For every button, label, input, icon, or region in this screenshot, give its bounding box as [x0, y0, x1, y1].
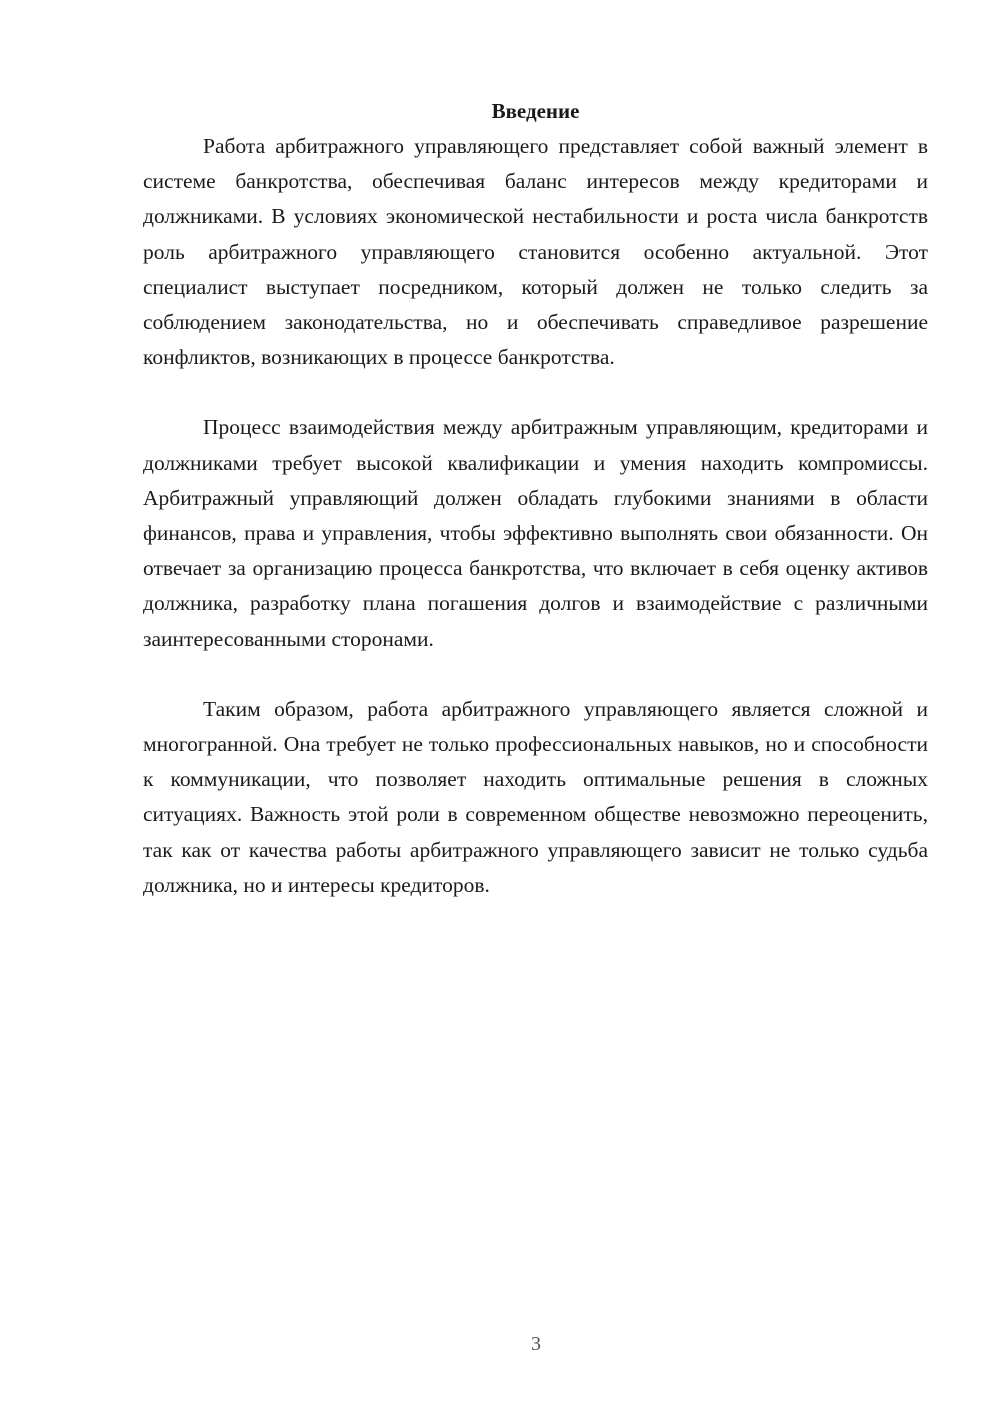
paragraph-1: Работа арбитражного управляющего представляет собой важный элемент в системе банкротства, обеспечивая баланс интересов между кредиторами и должниками. В условиях экономической нестабильности и роста числа банкротств роль арбитражного управляющего становится особенно актуальной. Этот специалист выступает посредником, который должен не только следить за соблюдением законодательства, но и обеспечивать справедливое разрешение конфликтов, возникающих в процессе банкротства.: [143, 134, 928, 370]
section-heading: Введение: [491, 99, 580, 123]
page-content: [143, 94, 928, 903]
paragraph-3: Таким образом, работа арбитражного управляющего является сложной и многогранной. Она требует не только профессиональных навыков, но и способности к коммуникации, что позволяет находить оптимальные решения в сложных ситуациях. Важность этой роли в современном обществе невозможно переоценить, так как от качества работы арбитражного управляющего зависит не только судьба должника, но и интересы кредиторов.: [143, 696, 928, 897]
page-number: 3: [531, 1333, 541, 1355]
paragraph-2: Процесс взаимодействия между арбитражным управляющим, кредиторами и должниками требует высокой квалификации и умения находить компромиссы. Арбитражный управляющий должен обладать глубокими знаниями в области финансов, права и управления, чтобы эффективно выполнять свои обязанности. Он отвечает за организацию процесса банкротства, что включает в себя оценку активов должника, разработку плана погашения долгов и взаимодействие с различными заинтересованными сторонами.: [143, 415, 928, 651]
